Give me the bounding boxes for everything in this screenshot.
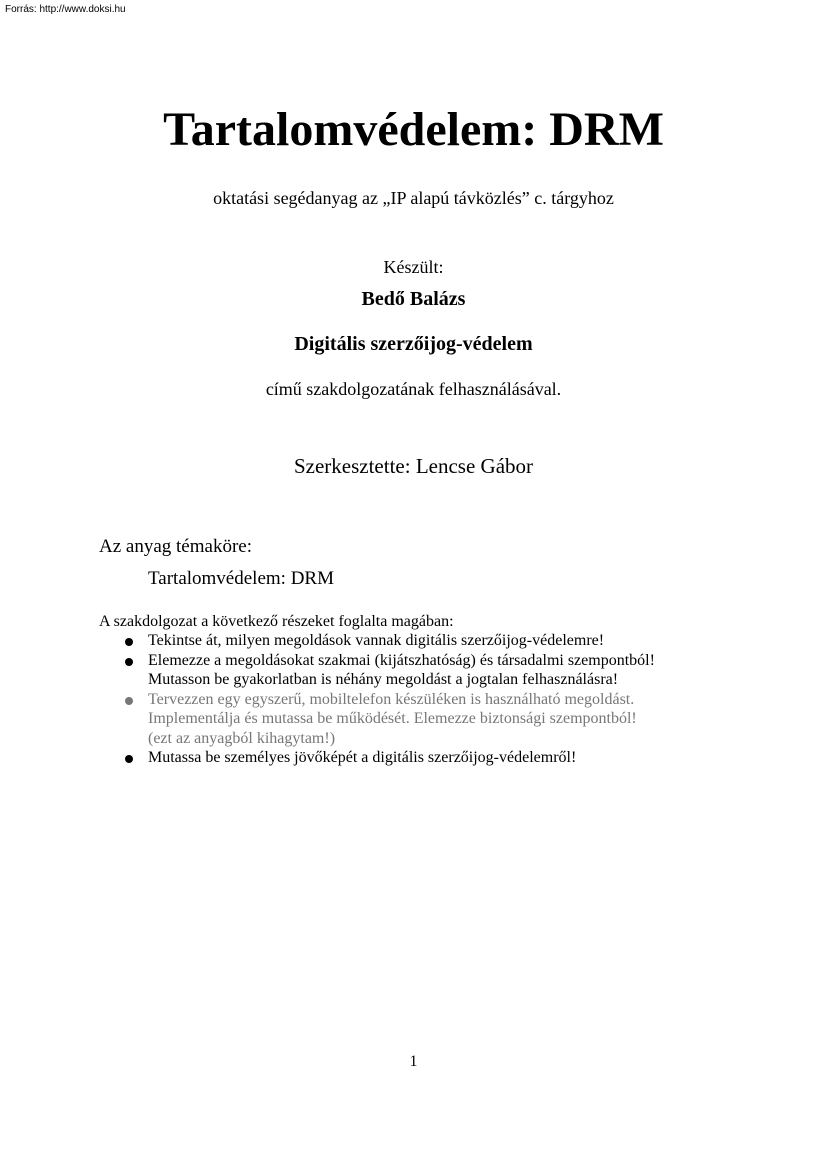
list-item-line: Implementálja és mutassa be működését. Elemezze biztonsági szempontból! (148, 710, 637, 727)
list-item (99, 748, 799, 768)
bullet-icon (125, 658, 133, 666)
thesis-title: Digitális szerzőijog-védelem (294, 333, 533, 355)
list-item-line: Mutasson be gyakorlatban is néhány megoldást a jogtalan felhasználásra! (148, 671, 619, 688)
bullet-icon (125, 755, 133, 763)
list-item (99, 690, 799, 749)
source-note: Forrás: http://www.doksi.hu (5, 4, 126, 15)
author-name: Bedő Balázs (361, 288, 466, 310)
usage-note: című szakdolgozatának felhasználásával. (265, 379, 562, 399)
prepared-label: Készült: (383, 257, 444, 277)
parts-list (99, 631, 799, 768)
topic-value: Tartalomvédelem: DRM (148, 568, 334, 589)
page-number: 1 (409, 1053, 418, 1070)
bullet-icon (125, 638, 133, 646)
list-item (99, 651, 799, 690)
list-item (99, 631, 799, 651)
editor-credit: Szerkesztette: Lencse Gábor (293, 454, 534, 478)
list-item-line: Elemezze a megoldásokat szakmai (kijátszhatóság) és társadalmi szempontból! (148, 651, 655, 669)
document-title: Tartalomvédelem: DRM (163, 103, 664, 156)
list-item-line: Mutassa be személyes jövőképét a digitális szerzőijog-védelemről! (148, 749, 577, 766)
parts-intro: A szakdolgozat a következő részeket foglalta magában: (99, 613, 454, 630)
topic-label: Az anyag témaköre: (99, 536, 252, 557)
list-item-line: Tekintse át, milyen megoldások vannak digitális szerzőijog-védelemre! (148, 632, 605, 649)
list-item-line: Tervezzen egy egyszerű, mobiltelefon készüléken is használható megoldást. (148, 690, 635, 708)
document-subtitle: oktatási segédanyag az „IP alapú távközlés” c. tárgyhoz (213, 188, 614, 208)
list-item-line: (ezt az anyagból kihagytam!) (148, 729, 336, 747)
bullet-icon (125, 697, 133, 705)
